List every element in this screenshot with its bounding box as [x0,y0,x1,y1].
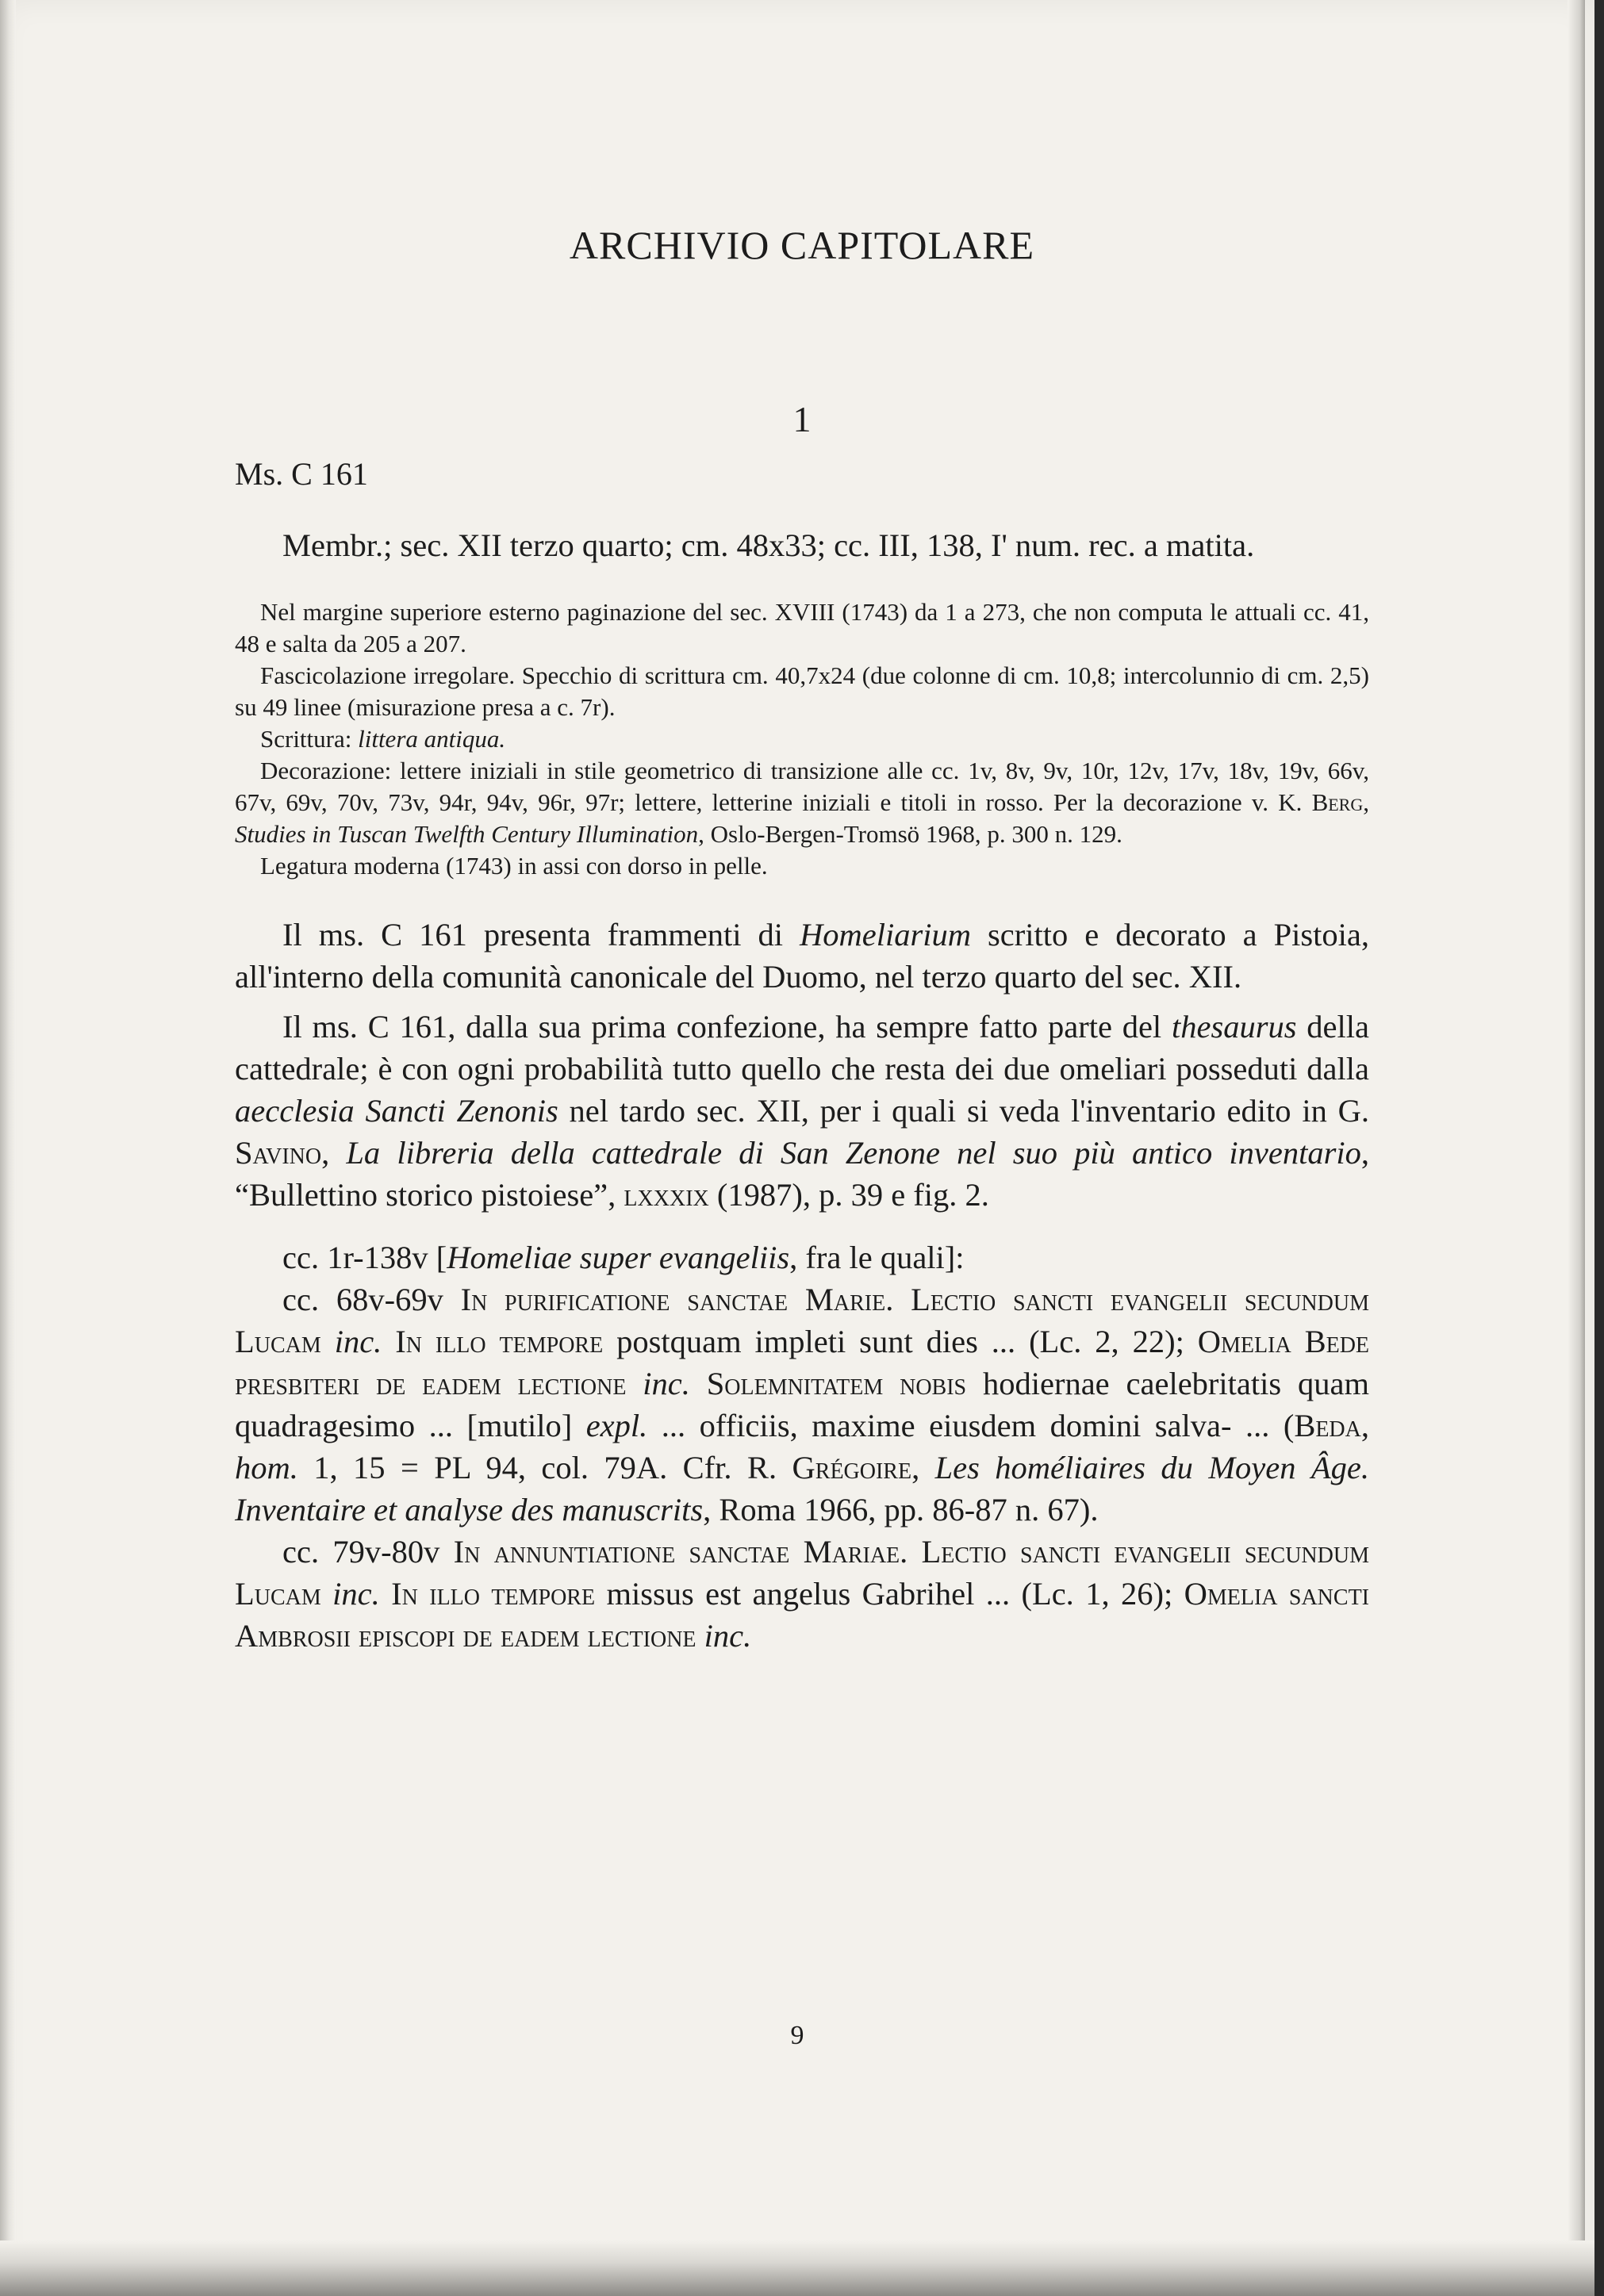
text-run: scritto e decorato a Pistoia, all'interno della comunità canonicale del Duomo, nel terzo quarto del sec. XII. [235,917,1369,995]
note-fascicles: Fascicolazione irregolare. Specchio di scrittura cm. 40,7x24 (due colonne di cm. 10,8; intercolunnio di cm. 2,5) su 49 linee (misurazione presa a c. 7r). [235,661,1369,721]
rubric: In illo tempore [395,1324,604,1359]
text-run: , fra le quali]: [789,1240,965,1275]
rubric: Omelia sancti Ambrosii episcopi de eadem lectione [235,1576,1369,1654]
note-script [235,723,1369,755]
text-italic: aecclesia Sancti Zenonis [235,1093,558,1129]
text-italic: Les homéliaires du Moyen Âge. Inventaire et analyse des manuscrits [235,1450,1370,1527]
note-decoration-author: Berg [1311,788,1364,816]
entry-number: 1 [792,399,812,439]
text-italic: expl. [585,1408,648,1443]
text-italic: inc. [332,1576,380,1612]
text-run [321,1324,335,1359]
text-run: , Roma 1966, pp. 86-87 n. 67). [703,1492,1099,1527]
text-run [382,1324,395,1359]
text-run: , [1360,1408,1369,1443]
scan-border [1594,0,1604,2296]
note-binding: Legatura moderna (1743) in assi con dorso in pelle. [260,852,768,880]
text-italic: La libreria della cattedrale di San Zenone nel suo più antico inventario [346,1135,1361,1171]
text-run [696,1618,704,1654]
page-content [235,222,1369,1657]
text-run: (1987), p. 39 e fig. 2. [708,1177,989,1213]
text-italic: thesaurus [1171,1009,1297,1045]
text-italic: inc. [334,1324,382,1359]
text-run: , [321,1135,347,1171]
note-script-label: Scrittura: [260,725,359,753]
note-decoration-title: Studies in Tuscan Twelfth Century Illumination [235,820,699,848]
text-run: , “Bullettino storico pistoiese”, [235,1135,1370,1213]
paragraph-origin [235,914,1369,998]
note-decoration-text-end: , Oslo-Bergen-Tromsö 1968, p. 300 n. 129. [698,820,1122,848]
text-italic: inc. [643,1366,690,1401]
text-run: ... officiis, maxime eiusdem domini salva- ... ( [647,1408,1295,1443]
volume-number: lxxxix [624,1177,709,1213]
paragraph-contents-item-1 [235,1278,1369,1531]
text-run: 1, 15 = PL 94, col. 79A. Cfr. R. [297,1450,792,1485]
author-name: Savino [235,1135,322,1171]
page-bottom-edge [0,2240,1594,2296]
note-script-value: littera antiqua. [358,725,506,753]
note-pagination: Nel margine superiore esterno paginazione del sec. XVIII (1743) da 1 a 273, che non computa le attuali cc. 41, 48 e salta da 205 a 207. [235,598,1369,657]
text-run: , [911,1450,935,1485]
running-title: ARCHIVIO CAPITOLARE [569,223,1035,267]
text-run [380,1576,391,1612]
shelfmark: Ms. C 161 [235,456,368,492]
text-italic: Homeliarium [800,917,971,953]
page-right-edge [1568,0,1585,2296]
text-run: cc. 68v-69v [282,1282,461,1317]
codicological-notes [235,596,1369,882]
rubric: In annuntiatione sanctae Mariae. Lectio sancti evangelii secundum Lucam [235,1534,1369,1612]
physical-description: Membr.; sec. XII terzo quarto; cm. 48x33; cc. III, 138, I' num. rec. a matita. [282,527,1255,563]
text-run [321,1576,332,1612]
rubric: Omelia Bede presbiteri de eadem lectione [235,1324,1370,1401]
page-number: 9 [790,2021,804,2050]
paragraph-provenance [235,1006,1369,1216]
note-decoration-sep: , [1363,788,1369,816]
rubric: In purificatione sanctae Marie. Lectio sancti evangelii secundum Lucam [235,1282,1369,1359]
text-italic: inc. [704,1618,752,1654]
text-run [690,1366,707,1401]
text-run: Il ms. C 161, dalla sua prima confezione, ha sempre fatto parte del [282,1009,1172,1045]
author-name: Beda [1294,1408,1361,1443]
text-run: Il ms. C 161 presenta frammenti di [282,917,800,953]
rubric: In illo tempore [391,1576,596,1612]
note-decoration [235,755,1369,850]
text-run: hodiernae caelebritatis quam quadragesimo ... [mutilo] [235,1366,1369,1443]
rubric: Solemnitatem nobis [706,1366,967,1401]
text-run: missus est angelus Gabrihel ... (Lc. 1, 26); [595,1576,1184,1612]
author-name: Grégoire [792,1450,912,1485]
text-run: nel tardo sec. XII, per i quali si veda l'inventario edito in G. [558,1093,1369,1129]
text-run: cc. 1r-138v [ [282,1240,447,1275]
text-italic: Homeliae super evangeliis [447,1240,790,1275]
text-run: cc. 79v-80v [282,1534,454,1570]
page-left-edge [0,0,16,2296]
text-run [626,1366,643,1401]
text-italic: hom. [235,1450,298,1485]
paragraph-contents-header [235,1236,1369,1278]
paragraph-contents-item-2 [235,1531,1369,1657]
note-decoration-text: Decorazione: lettere iniziali in stile geometrico di transizione alle cc. 1v, 8v, 9v, 10r, 12v, 17v, 18v, 19v, 66v, 67v, 69v, 70v, 73v, 94r, 94v, 96r, 97r; lettere, letterine iniziali e titoli in rosso. Per la decorazione v. K. [235,757,1369,816]
text-run: postquam impleti sunt dies ... (Lc. 2, 22); [603,1324,1198,1359]
text-run: della cattedrale; è con ogni probabilità tutto quello che resta dei due omeliari posseduti dalla [235,1009,1369,1087]
